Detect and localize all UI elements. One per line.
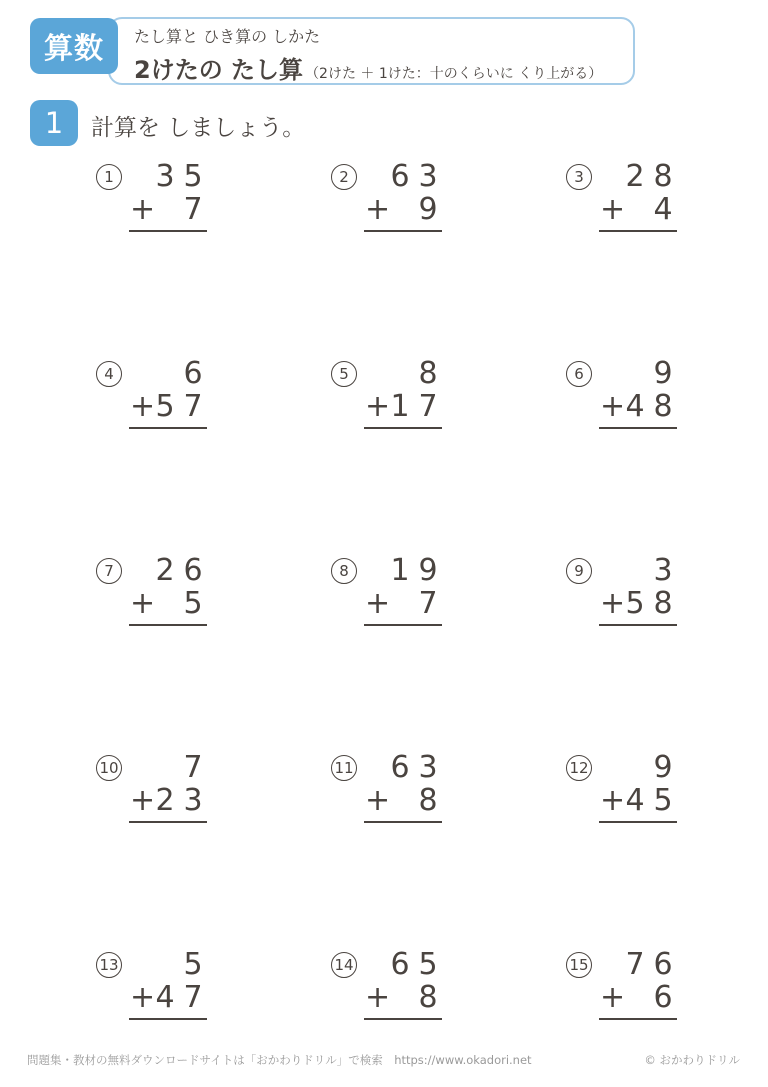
digit: 4 [155,980,175,1015]
problem-12 [566,751,768,948]
digit-spacer [129,357,151,390]
digit: 6 [653,980,673,1015]
problem-number-circle: 5 [331,361,357,387]
digit-spacer [364,948,386,981]
digit: 5 [183,947,203,982]
plus-operator: + [365,783,391,818]
plus-operator: + [600,389,626,424]
problem-2 [331,160,566,357]
section-instruction: 計算を しましょう。 [91,115,306,141]
digit-spacer [386,784,414,817]
problem-6 [566,357,768,554]
digit: 2 [155,783,175,818]
plus-operator: + [600,783,626,818]
digit: 8 [418,980,438,1015]
vertical-addition [599,751,677,823]
digit: 9 [418,192,438,227]
plus-operator: + [365,586,391,621]
vertical-addition [129,357,207,429]
digit: 9 [653,356,673,391]
digit: 5 [653,783,673,818]
digit: 8 [653,586,673,621]
problem-9 [566,554,768,751]
digit: 6 [390,159,410,194]
digit-spacer [364,160,386,193]
plus-operator: + [130,192,156,227]
digit-spacer [151,357,179,390]
digit-spacer [151,587,179,620]
plus-operator: + [600,980,626,1015]
vertical-addition [599,357,677,429]
plus-operator: + [600,586,626,621]
digit: 4 [625,389,645,424]
problem-number-circle: 13 [96,952,122,978]
digit: 7 [183,750,203,785]
vertical-addition [129,751,207,823]
problem-number-circle: 11 [331,755,357,781]
plus-operator: + [130,586,156,621]
vertical-addition [364,751,442,823]
problem-4 [96,357,331,554]
digit: 6 [653,947,673,982]
plus-operator: + [365,389,391,424]
digit: 5 [625,586,645,621]
digit: 7 [418,389,438,424]
digit: 3 [155,159,175,194]
digit: 4 [653,192,673,227]
digit: 9 [653,750,673,785]
digit: 8 [653,159,673,194]
vertical-addition [129,160,207,232]
digit-spacer [129,160,151,193]
vertical-addition [599,554,677,626]
digit: 1 [390,389,410,424]
digit-spacer [599,948,621,981]
digit: 8 [653,389,673,424]
header-title-box [108,17,635,85]
digit-spacer [129,948,151,981]
problem-number-circle: 14 [331,952,357,978]
digit: 7 [418,586,438,621]
problem-number-circle: 3 [566,164,592,190]
digit-spacer [151,193,179,226]
header-title-line [134,50,623,85]
digit: 3 [183,783,203,818]
section-number-badge: 1 [30,100,78,146]
digit: 8 [418,356,438,391]
footer-copyright: © おかわりドリル [644,1053,740,1067]
problem-number-circle: 2 [331,164,357,190]
problem-8 [331,554,566,751]
digit-spacer [129,751,151,784]
digit: 4 [625,783,645,818]
digit: 5 [183,586,203,621]
problem-number-circle: 10 [96,755,122,781]
problem-7 [96,554,331,751]
problem-number-circle: 12 [566,755,592,781]
digit-spacer [599,357,621,390]
vertical-addition [364,554,442,626]
subject-badge: 算数 [30,18,118,74]
digit: 5 [155,389,175,424]
problem-5 [331,357,566,554]
problem-number-circle: 4 [96,361,122,387]
digit-spacer [364,554,386,587]
plus-operator: + [365,192,391,227]
digit-spacer [621,357,649,390]
vertical-addition [129,554,207,626]
vertical-addition [599,160,677,232]
digit: 3 [653,553,673,588]
digit-spacer [621,193,649,226]
header-title-note: （2けた ＋ 1けた：十のくらいに くり上がる） [305,66,603,82]
digit-spacer [364,751,386,784]
digit-spacer [151,948,179,981]
digit: 8 [418,783,438,818]
vertical-addition [599,948,677,1020]
digit-spacer [621,554,649,587]
vertical-addition [364,948,442,1020]
digit: 2 [155,553,175,588]
digit: 3 [418,159,438,194]
problem-number-circle: 8 [331,558,357,584]
problem-11 [331,751,566,948]
digit: 6 [390,947,410,982]
digit: 7 [183,192,203,227]
footer-site-info: 問題集・教材の無料ダウンロードサイトは「おかわりドリル」で検索 https://www.okadori.net [27,1053,532,1067]
digit-spacer [621,751,649,784]
digit: 6 [183,356,203,391]
header-title: 2けたの たし算 [134,56,304,84]
digit: 3 [418,750,438,785]
problem-number-circle: 9 [566,558,592,584]
digit: 1 [390,553,410,588]
plus-operator: + [130,389,156,424]
vertical-addition [364,357,442,429]
plus-operator: + [130,783,156,818]
digit-spacer [386,981,414,1014]
problem-number-circle: 7 [96,558,122,584]
digit-spacer [386,587,414,620]
problem-number-circle: 1 [96,164,122,190]
plus-operator: + [130,980,156,1015]
digit: 7 [183,389,203,424]
digit: 2 [625,159,645,194]
digit-spacer [599,160,621,193]
header-subtitle: たし算と ひき算の しかた [134,27,321,46]
digit: 5 [183,159,203,194]
digit: 6 [390,750,410,785]
digit-spacer [599,554,621,587]
digit: 7 [625,947,645,982]
plus-operator: + [365,980,391,1015]
problem-1 [96,160,331,357]
digit: 5 [418,947,438,982]
plus-operator: + [600,192,626,227]
problem-10 [96,751,331,948]
digit-spacer [599,751,621,784]
digit-spacer [364,357,386,390]
digit-spacer [129,554,151,587]
digit-spacer [386,357,414,390]
digit-spacer [386,193,414,226]
problem-3 [566,160,768,357]
problem-number-circle: 6 [566,361,592,387]
digit: 9 [418,553,438,588]
problems-grid [96,160,768,1087]
vertical-addition [129,948,207,1020]
digit-spacer [621,981,649,1014]
digit-spacer [151,751,179,784]
vertical-addition [364,160,442,232]
digit: 6 [183,553,203,588]
problem-number-circle: 15 [566,952,592,978]
digit: 7 [183,980,203,1015]
